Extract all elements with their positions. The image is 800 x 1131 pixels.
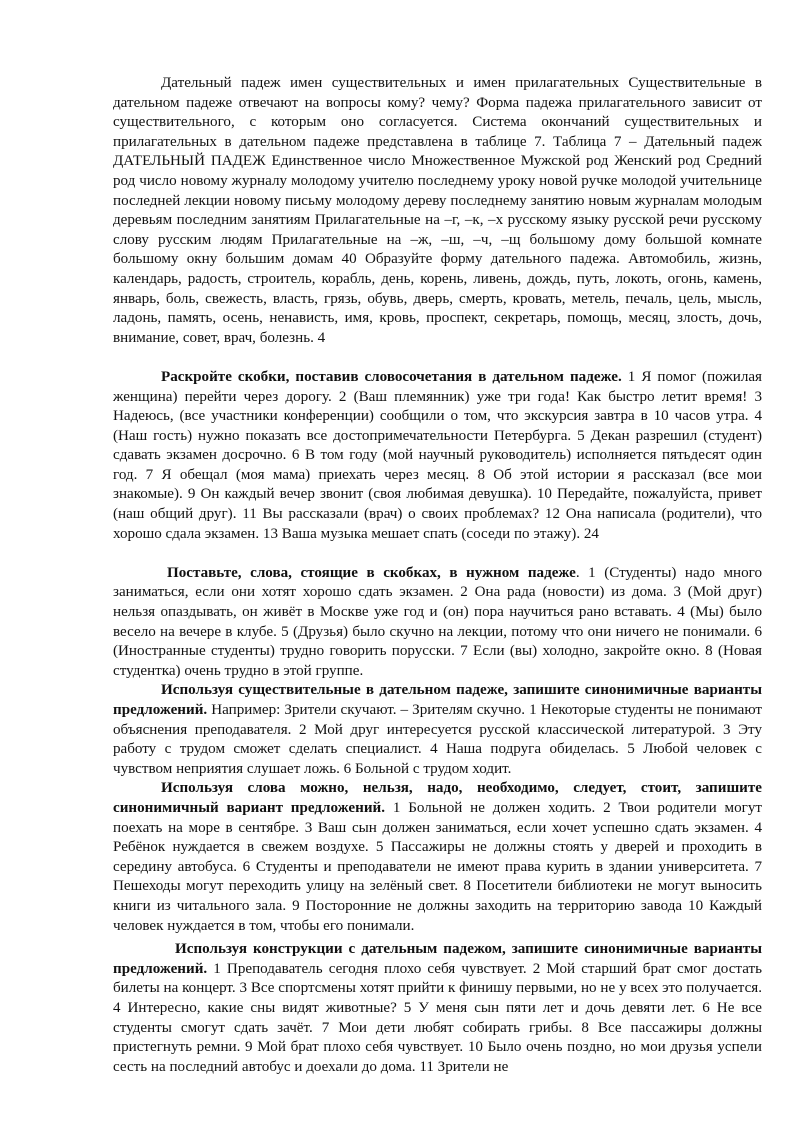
paragraph-dative-intro — [113, 74, 762, 348]
exercise-heading: Раскройте скобки, поставив словосочетания в дательном падеже. — [161, 368, 622, 385]
paragraph-text: Например: Зрители скучают. – Зрителям скучно. 1 Некоторые студенты не понимают объяснения преподавателя. 2 Мой друг интересуется русской классической литературой. 3 Эту работу с трудом сможет сделать специалист. 4 Наша подруга обиделась. 5 Любой человек с чувством неприятия слушает ложь. 6 Больной с трудом ходит. — [113, 702, 762, 777]
paragraph-text: 1 Преподаватель сегодня плохо себя чувствует. 2 Мой старший брат смог достать билеты на концерт. 3 Все спортсмены хотят прийти к финишу первыми, но не у всех это получается. 4 Интересно, какие сны видят животные? 5 У меня сын пяти лет и дочь девяти лет. 6 Не все студенты смогут сдать зачёт. 7 Мои дети любят собирать грибы. 8 Все пассажиры должны пристегнуть ремни. 9 Мой брат плохо себя чувствует. 10 Было очень поздно, но мои друзья успели сесть на последний автобус и доехали до дома. 11 Зрители не — [113, 960, 762, 1075]
paragraph-exercise-modal-words — [113, 779, 762, 936]
document-page — [113, 74, 762, 1077]
exercise-heading: Используя конструкции с дательным падежом, запишите синонимичные варианты предложений. — [113, 941, 762, 977]
paragraph-text: . 1 (Студенты) надо много заниматься, если они хотят хорошо сдать экзамен. 2 Она рада (новости) из дома. 3 (Мой друг) нельзя опаздывать, он живёт в Москве уже год и (он) пора научиться рано вставать. 4 (Мы) было весело на вечере в клубе. 5 (Друзья) было скучно на лекции, потому что они ничего не понимали. 6 (Иностранные студенты) трудно говорить порусски. 7 Если (вы) холодно, закройте окно. 8 (Новая студентка) очень трудно в этой группе. — [113, 564, 763, 679]
paragraph-exercise-synonyms-nouns — [113, 681, 762, 779]
paragraph-text: 1 Я помог (пожилая женщина) перейти через дорогу. 2 (Ваш племянник) уже три года! Как быстро летит время! 3 Надеюсь, (все участники конференции) сообщили о том, что экскурсия завтра в 10 часов утра. 4 (Наш гость) нужно показать все достопримечательности Петербурга. 5 Декан разрешил (студент) сдавать экзамен досрочно. 6 В том году (мой научный руководитель) исполняется пятьдесят один год. 7 Я обещал (моя мама) приехать через месяц. 8 Об этой истории я рассказал (все мои знакомые). 9 Он каждый вечер звонит (своя любимая девушка). 10 Передайте, пожалуйста, привет (наш общий друг). 11 Вы рассказали (врач) о своих проблемах? 12 Она написала (родители), что хорошо сдала экзамен. 13 Ваша музыка мешает спать (соседи по этажу). 24 — [113, 368, 762, 542]
paragraph-exercise-case — [113, 564, 762, 682]
exercise-heading: Поставьте, слова, стоящие в скобках, в нужном падеже — [167, 564, 576, 581]
paragraph-exercise-brackets — [113, 368, 762, 544]
exercise-heading: Используя слова можно, нельзя, надо, необходимо, следует, стоит, запишите синонимичный вариант предложений. — [113, 780, 762, 816]
paragraph-text: 1 Больной не должен ходить. 2 Твои родители могут поехать на море в сентябре. 3 Ваш сын должен заниматься, если хочет успешно сдать экзамен. 4 Ребёнок нуждается в свежем воздухе. 5 Пассажиры не должны стоять у дверей и проходить в середину автобуса. 6 Студенты и преподаватели не имеют права курить в здании университета. 7 Пешеходы могут переходить улицу на зелёный свет. 8 Посетители библиотеки не могут выносить книги из читального зала. 9 Посторонние не должны заходить на территорию завода 10 Каждый человек нуждается в том, чтобы его понимали. — [113, 799, 762, 934]
paragraph-exercise-constructions — [113, 940, 762, 1077]
paragraph-text: Дательный падеж имен существительных и имен прилагательных Существительные в дательном падеже отвечают на вопросы кому? чему? Форма падежа прилагательного зависит от существительного, с которым оно согласуется. Система окончаний существительных и прилагательных в дательном падеже представлена в таблице 7. Таблица 7 – Дательный падеж ДАТЕЛЬНЫЙ ПАДЕЖ Единственное число Множественное Мужской род Женский род Средний род число новому журналу молодому учителю последнему уроку новой ручке молодой учительнице последней лекции новому письму молодому дереву последнему занятию новым журналам молодым деревьям последним занятиям Прилагательные на –г, –к, –х русскому языку русской речи русскому слову русским людям Прилагательные на –ж, –ш, –ч, –щ большому дому большой комнате большому окну большим домам 40 Образуйте форму дательного падежа. Автомобиль, жизнь, календарь, радость, строитель, корабль, день, корень, ливень, дождь, путь, локоть, огонь, камень, январь, боль, свежесть, власть, грязь, обувь, дверь, смерть, кровать, метель, печаль, цель, мысль, ладонь, память, осень, ненависть, имя, кровь, проспект, секретарь, помощь, месяц, злость, дочь, внимание, совет, врач, болезнь. 4 — [113, 75, 762, 346]
exercise-heading: Используя существительные в дательном падеже, запишите синонимичные варианты предложений. — [113, 682, 762, 718]
